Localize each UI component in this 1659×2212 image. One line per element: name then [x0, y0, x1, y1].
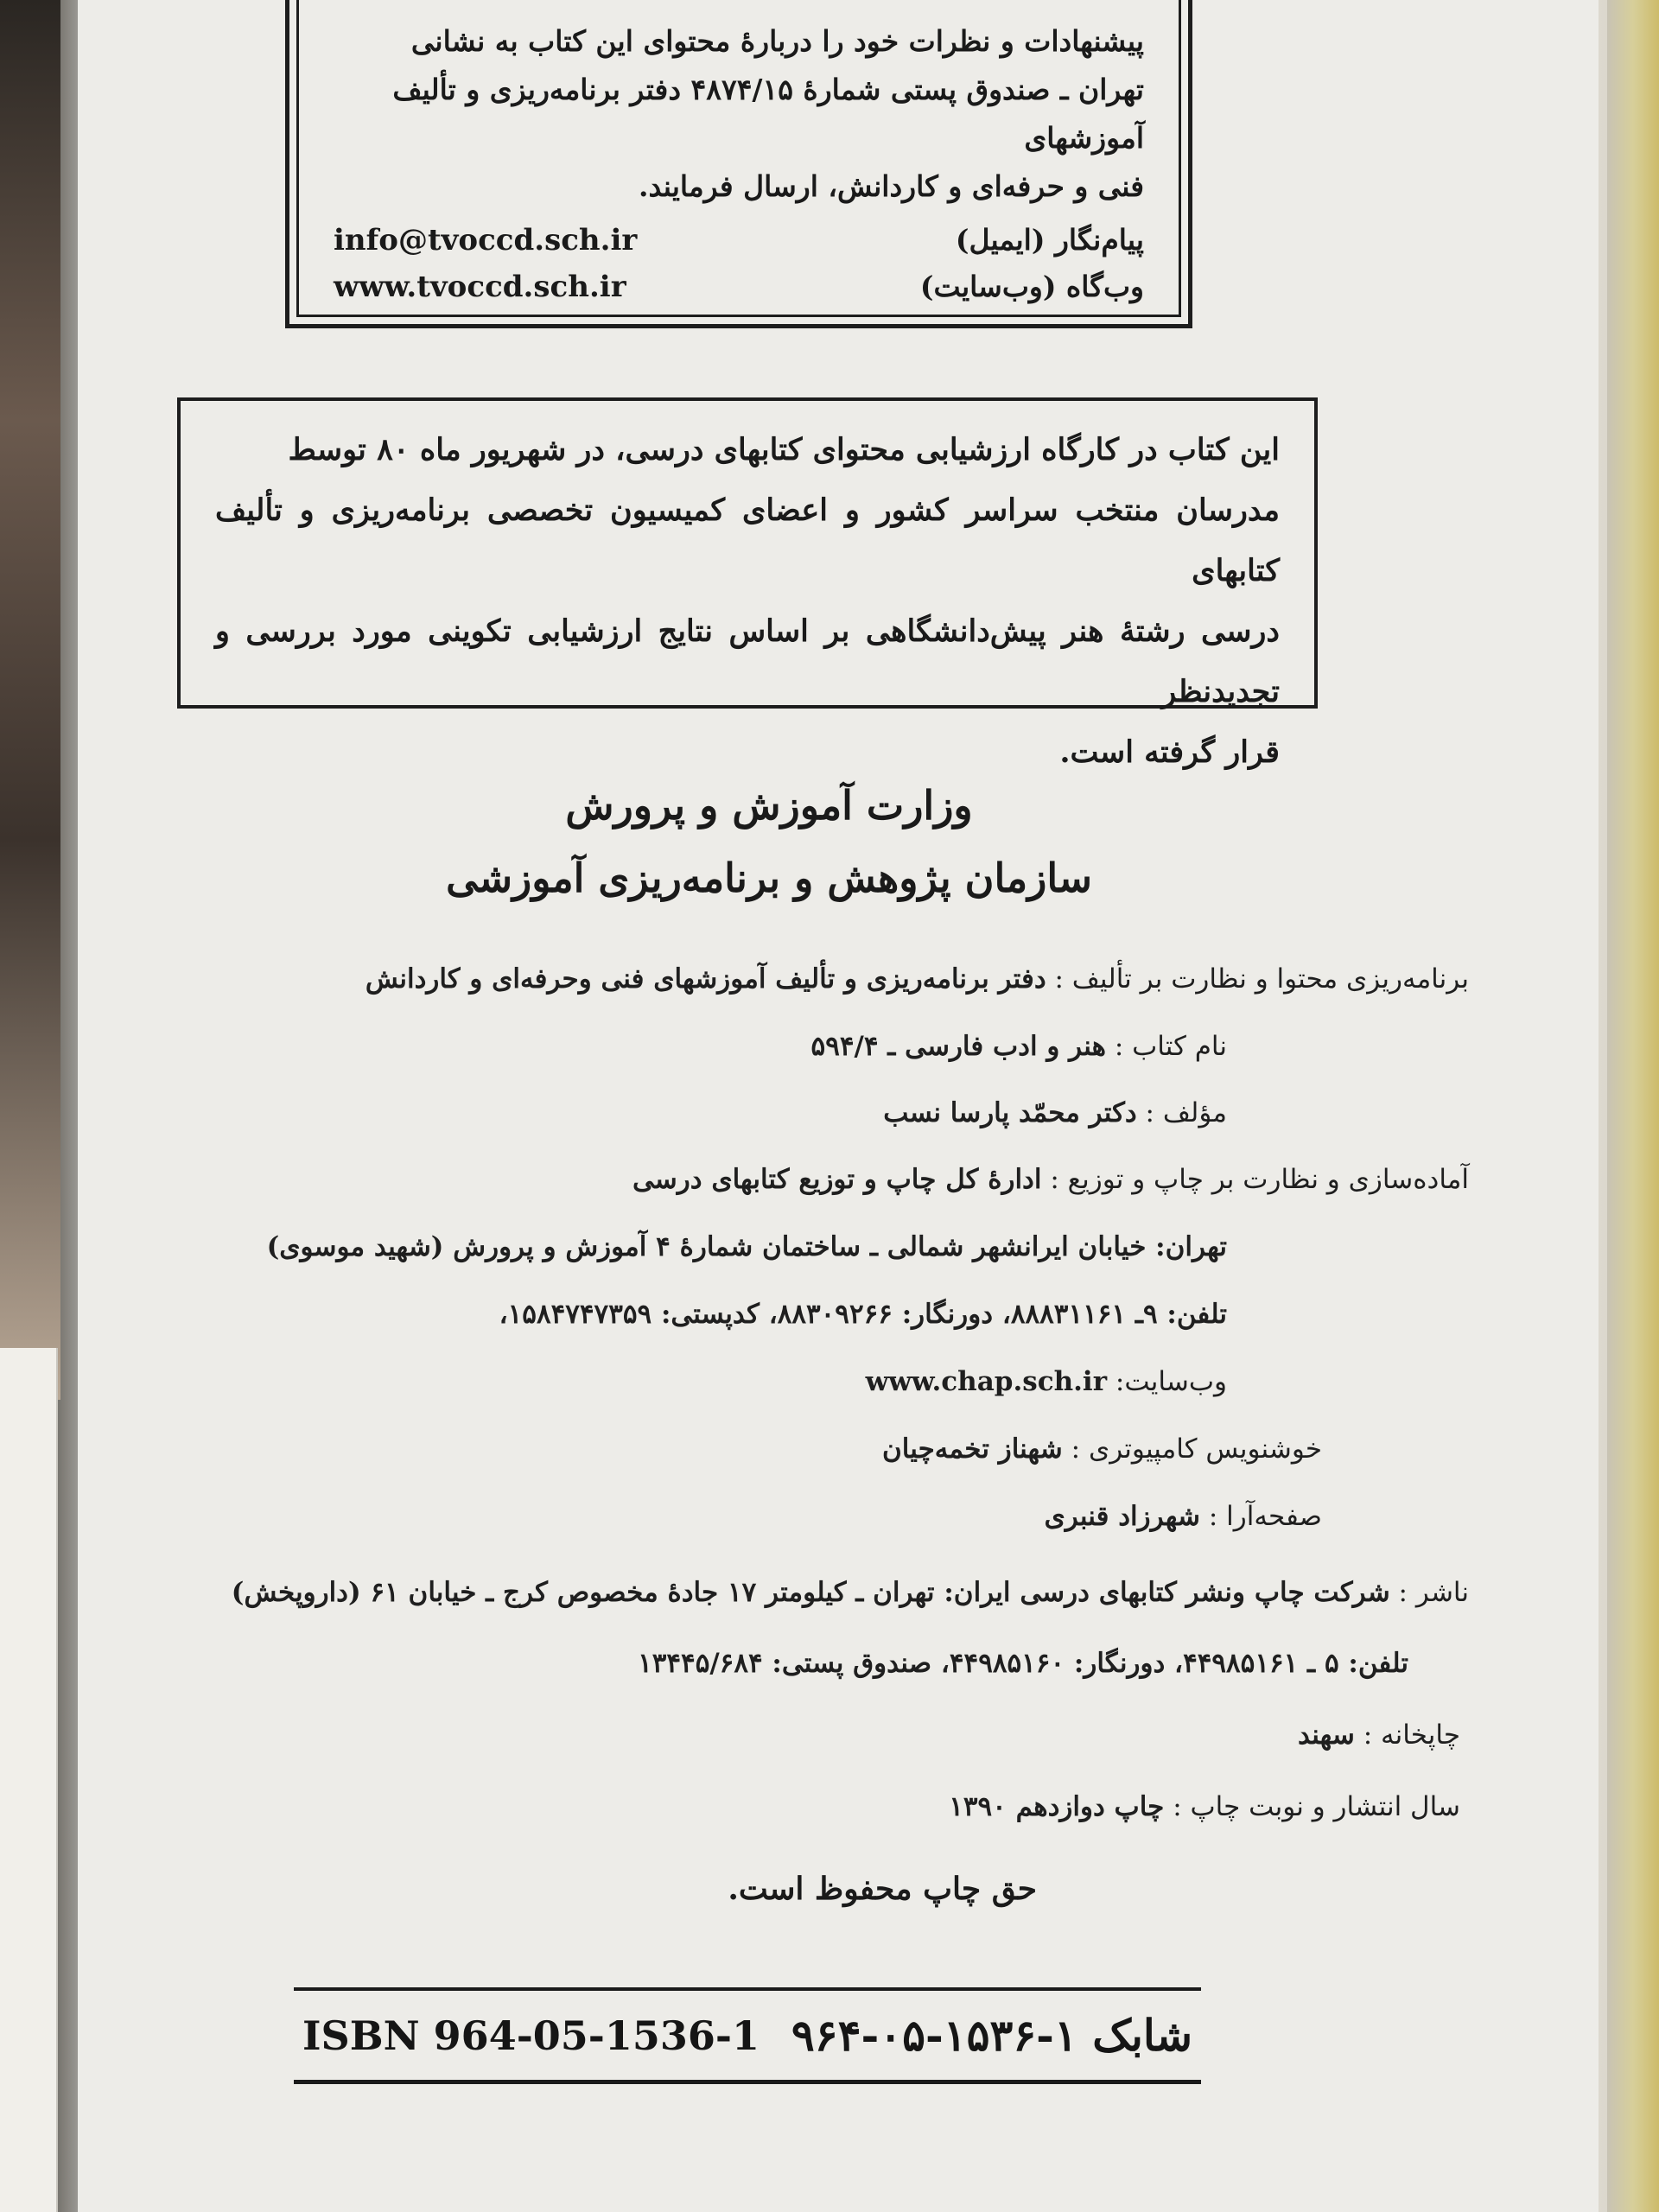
review-line-2: مدرسان منتخب سراسر کشور و اعضای کمیسیون تخصصی برنامه‌ریزی و تألیف کتابهای: [215, 493, 1280, 588]
calligraphy-value: شهناز تخمه‌چیان: [882, 1433, 1063, 1465]
credit-publisher-phone: [638, 1648, 1408, 1679]
isbn-persian: شابک ۱-۱۵۳۶-۰۵-۹۶۴: [791, 2010, 1192, 2061]
phone-value: تلفن: ۹ـ ۸۸۸۳۱۱۶۱، دورنگار: ۸۸۳۰۹۲۶۶، کدپستی: ۱۵۸۴۷۴۷۳۵۹،: [499, 1299, 1227, 1330]
credit-planning: [365, 963, 1469, 995]
credit-book-name: [811, 1031, 1227, 1062]
publisher-phone-value: تلفن: ۵ ـ ۴۴۹۸۵۱۶۱، دورنگار: ۴۴۹۸۵۱۶۰، صندوق پستی: ۱۳۴۴۵/۶۸۴: [638, 1648, 1408, 1679]
credit-edition: [949, 1791, 1460, 1822]
publisher-value: شرکت چاپ ونشر کتابهای درسی ایران: تهران ـ کیلومتر ۱۷ جادهٔ مخصوص کرج ـ خیابان ۶۱ (داروپخش): [231, 1577, 1390, 1608]
credit-layout: [1045, 1501, 1322, 1532]
email-row: [334, 223, 1144, 257]
feedback-line-3: فنی و حرفه‌ای و کاردانش، ارسال فرمایند.: [638, 169, 1144, 203]
website-label: وب‌گاه (وب‌سایت): [919, 270, 1144, 303]
planning-label: برنامه‌ریزی محتوا و نظارت بر تألیف :: [1054, 963, 1469, 995]
ministry-heading: [423, 769, 1115, 914]
ministry-line-2: سازمان پژوهش و برنامه‌ریزی آموزشی: [446, 855, 1092, 901]
book-value: هنر و ادب فارسی ـ ۵۹۴/۴: [810, 1031, 1106, 1062]
review-line-3: درسی رشتهٔ هنر پیش‌دانشگاهی بر اساس نتایج ارزشیابی تکوینی مورد بررسی و تجدیدنظر: [215, 613, 1280, 709]
isbn-latin: ISBN 964-05-1536-1: [302, 2012, 760, 2059]
isbn-bar: [294, 1987, 1201, 2084]
credit-printer: [1298, 1719, 1460, 1751]
author-value: دکتر محمّد پارسا نسب: [883, 1097, 1137, 1128]
credit-publisher: [232, 1577, 1469, 1608]
printer-value: سهند: [1298, 1719, 1355, 1751]
credit-calligraphy: [882, 1433, 1322, 1465]
author-label: مؤلف :: [1145, 1097, 1227, 1128]
adjacent-book-cover: [0, 0, 60, 1400]
book-label: نام کتاب :: [1114, 1031, 1227, 1062]
feedback-box-inner: [296, 0, 1181, 317]
credit-preparation: [632, 1164, 1469, 1195]
review-box: [177, 397, 1318, 770]
layout-value: شهرزاد قنبری: [1044, 1501, 1200, 1532]
credit-author: [883, 1097, 1227, 1128]
email-value[interactable]: info@tvoccd.sch.ir: [334, 223, 638, 257]
layout-label: صفحه‌آرا :: [1208, 1501, 1322, 1532]
calligraphy-label: خوشنویس کامپیوتری :: [1071, 1433, 1322, 1465]
ministry-line-1: وزارت آموزش و پرورش: [565, 782, 973, 829]
book-page: [78, 0, 1599, 2212]
publisher-label: ناشر :: [1398, 1577, 1469, 1608]
prep-value: ادارهٔ کل چاپ و توزیع کتابهای درسی: [632, 1164, 1042, 1195]
website-row: [334, 270, 1144, 304]
adjacent-paper-edge: [0, 1348, 58, 2212]
copyright-notice: حق چاپ محفوظ است.: [728, 1871, 1037, 1907]
address-value: تهران: خیابان ایرانشهر شمالی ـ ساختمان شمارهٔ ۴ آموزش و پرورش (شهید موسوی): [266, 1231, 1227, 1262]
feedback-box: [285, 0, 1192, 328]
feedback-line-2: تهران ـ صندوق پستی شمارهٔ ۴۸۷۴/۱۵ دفتر برنامه‌ریزی و تألیف آموزشهای: [392, 73, 1144, 155]
edition-value: چاپ دوازدهم ۱۳۹۰: [949, 1791, 1165, 1822]
credit-phone: [499, 1299, 1227, 1330]
table-surface: [1607, 0, 1659, 2212]
planning-value: دفتر برنامه‌ریزی و تألیف آموزشهای فنی وحرفه‌ای و کاردانش: [365, 963, 1046, 995]
edition-label: سال انتشار و نوبت چاپ :: [1173, 1791, 1460, 1822]
feedback-line-1: پیشنهادات و نظرات خود را دربارهٔ محتوای این کتاب به نشانی: [410, 24, 1144, 58]
website-value[interactable]: www.tvoccd.sch.ir: [334, 270, 626, 304]
web-label: وب‌سایت:: [1115, 1366, 1227, 1397]
review-line-4: قرار گرفته است.: [1059, 734, 1280, 770]
web-value[interactable]: www.chap.sch.ir: [865, 1366, 1108, 1397]
credit-address: [267, 1231, 1227, 1262]
printer-label: چاپخانه :: [1363, 1719, 1460, 1751]
credit-website: [866, 1366, 1227, 1397]
email-label: پیام‌نگار (ایمیل): [955, 223, 1144, 257]
review-line-1: این کتاب در کارگاه ارزشیابی محتوای کتابهای درسی، در شهریور ماه ۸۰ توسط: [288, 432, 1280, 467]
prep-label: آماده‌سازی و نظارت بر چاپ و توزیع :: [1050, 1164, 1469, 1195]
